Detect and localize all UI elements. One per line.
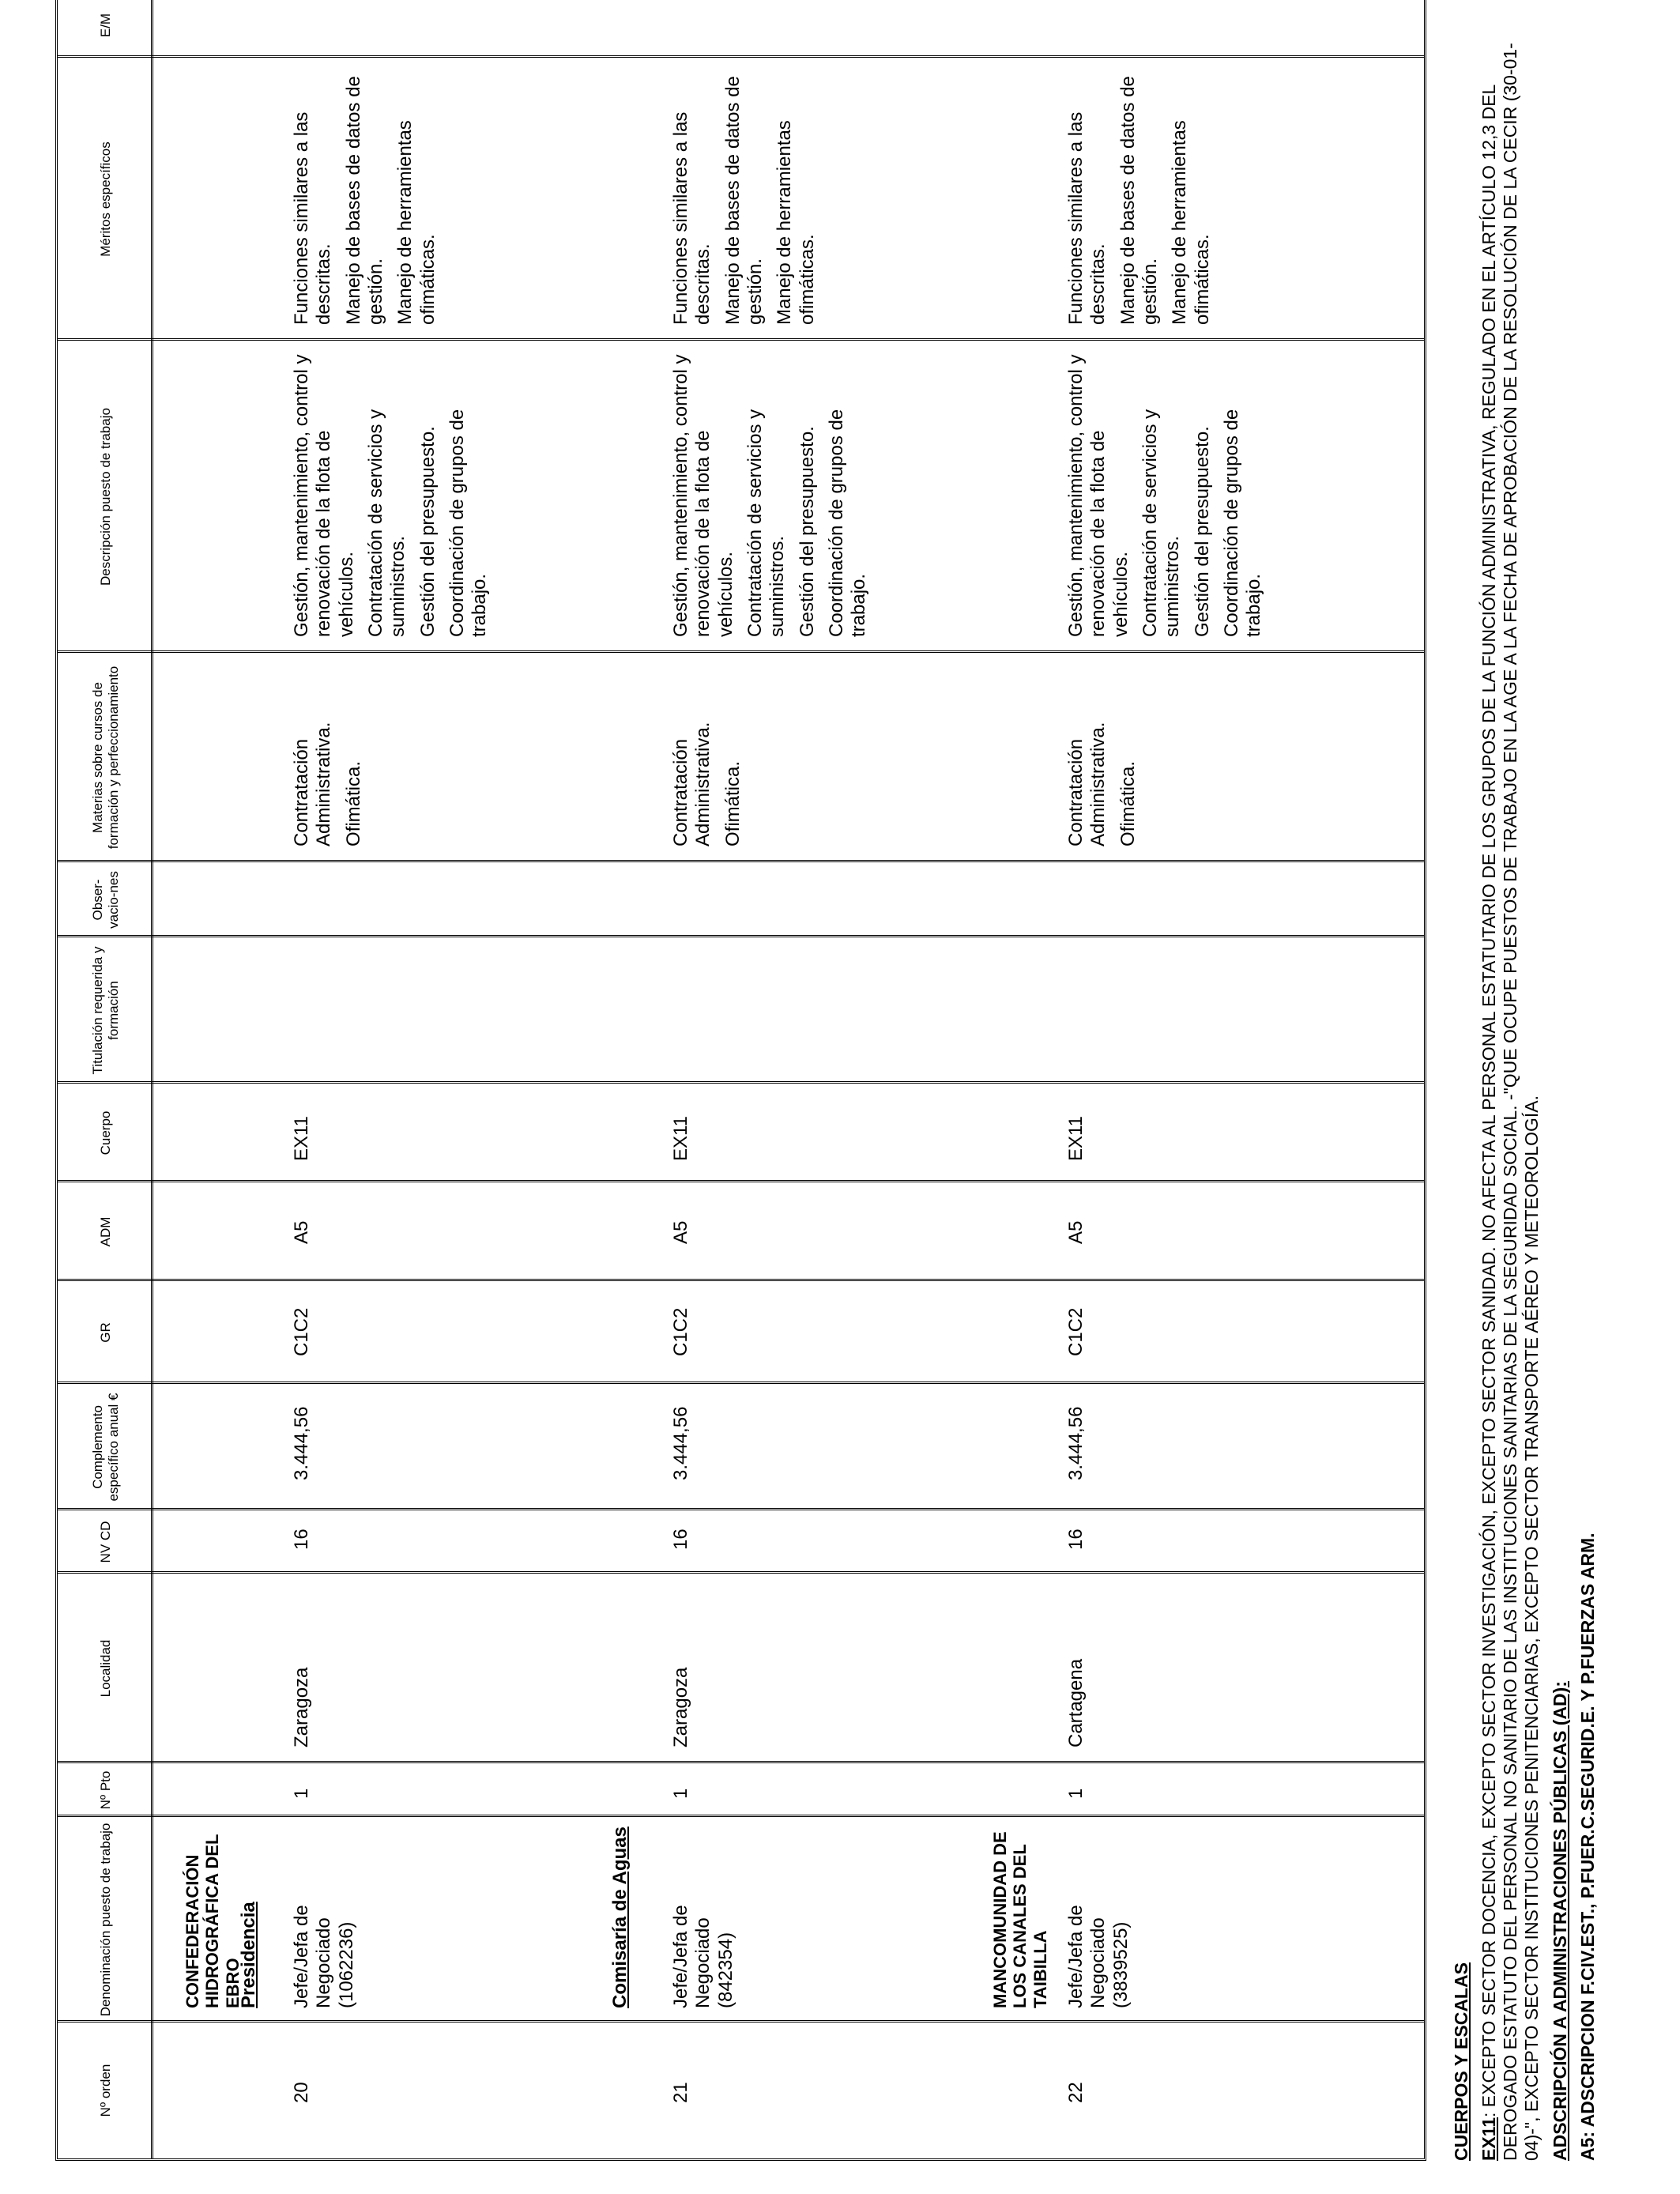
row-denominacion — [1065, 1826, 1132, 2008]
row-gr: C1C2 — [670, 1307, 691, 1356]
col-sep — [58, 1382, 1424, 1384]
row-orden: 21 — [670, 2082, 691, 2103]
row-cuerpo: EX11 — [291, 1116, 312, 1161]
descripcion-item: Gestión, mantenimiento, control y renovación de la flota de vehículos. — [291, 354, 357, 637]
materia-item: Contratación Administrativa. — [670, 722, 714, 846]
row-materias — [291, 657, 372, 846]
row-adm: A5 — [1065, 1220, 1087, 1244]
merito-item: Manejo de bases de datos de gestión. — [721, 76, 766, 325]
row-gr: C1C2 — [1065, 1307, 1087, 1356]
org-title-ebro: CONFEDERACIÓN HIDROGRÁFICA DEL EBRO — [183, 1834, 243, 2008]
subsection-comisaria: Comisaría de Aguas — [609, 1826, 631, 2008]
row-npto: 1 — [670, 1788, 691, 1799]
footer-notes — [1451, 27, 1605, 2161]
header-materias: Materias sobre cursos de formación y perfeccionamiento — [90, 665, 121, 850]
job-title: Jefe/Jefa de Negociado — [291, 1905, 335, 2008]
header-npto: Nº Pto — [98, 1770, 114, 1810]
col-sep — [58, 338, 1424, 341]
descripcion-item: Gestión, mantenimiento, control y renovación de la flota de vehículos. — [670, 354, 736, 637]
header-complemento: Complemento específico anual € — [90, 1393, 121, 1502]
header-titulacion: Titulación requerida y formación — [90, 946, 121, 1075]
row-orden: 20 — [291, 2082, 312, 2103]
row-meritos — [291, 64, 446, 325]
merito-item: Funciones similares a las descritas. — [1065, 111, 1109, 325]
row-nivel: 16 — [291, 1529, 312, 1550]
header-localidad: Localidad — [98, 1639, 114, 1698]
row-adm: A5 — [291, 1220, 312, 1244]
col-sep — [58, 650, 1424, 653]
row-cuerpo: EX11 — [670, 1116, 691, 1161]
col-sep — [58, 1081, 1424, 1084]
header-adm: ADM — [98, 1216, 114, 1247]
row-orden: 22 — [1065, 2082, 1087, 2103]
job-title: Jefe/Jefa de Negociado — [670, 1905, 714, 2008]
materia-item: Ofimática. — [342, 760, 364, 846]
subsection-presidencia: Presidencia — [238, 1902, 259, 2008]
descripcion-item: Gestión del presupuesto. — [1191, 426, 1213, 637]
row-descripcion — [670, 345, 878, 637]
header-descripcion: Descripción puesto de trabajo — [98, 408, 114, 586]
adscripcion-title: ADSCRIPCIÓN A ADMINISTRACIONES PÚBLICAS (AD): — [1549, 1681, 1570, 2161]
descripcion-item: Coordinación de grupos de trabajo. — [825, 409, 870, 637]
row-nivel: 16 — [670, 1529, 691, 1550]
row-meritos — [670, 64, 826, 325]
header-orden: Nº orden — [98, 2064, 114, 2117]
header-meritos: Méritos específicos — [98, 141, 114, 257]
header-cuerpo: Cuerpo — [98, 1110, 114, 1155]
row-adm: A5 — [670, 1220, 691, 1244]
descripcion-item: Gestión del presupuesto. — [416, 426, 439, 637]
row-npto: 1 — [1065, 1788, 1087, 1799]
materia-item: Contratación Administrativa. — [291, 722, 335, 846]
col-sep — [58, 1279, 1424, 1281]
col-sep — [58, 55, 1424, 58]
col-sep — [58, 935, 1424, 937]
row-complemento: 3.444,56 — [670, 1406, 691, 1480]
materia-item: Ofimática. — [1117, 760, 1139, 846]
a5-note: A5: ADSCRIPCION F.CIV.EST., P.FUER.C.SEGURID.E. Y P.FUERZAS ARM. — [1576, 1532, 1598, 2161]
descripcion-item: Contratación de servicios y suministros. — [744, 409, 789, 637]
header-denominacion: Denominación puesto de trabajo — [98, 1823, 114, 2017]
job-code: (842354) — [714, 1932, 736, 2008]
row-gr: C1C2 — [291, 1307, 312, 1356]
row-materias — [1065, 657, 1147, 846]
descripcion-item: Contratación de servicios y suministros. — [364, 409, 409, 637]
col-sep — [58, 2020, 1424, 2022]
descripcion-item: Gestión, mantenimiento, control y renovación de la flota de vehículos. — [1065, 354, 1132, 637]
row-complemento: 3.444,56 — [291, 1406, 312, 1480]
row-denominacion — [291, 1826, 358, 2008]
cuerpos-title: CUERPOS Y ESCALAS — [1451, 1962, 1471, 2161]
row-localidad: Cartagena — [1065, 1658, 1087, 1747]
merito-item: Funciones similares a las descritas. — [670, 111, 714, 325]
descripcion-item: Contratación de servicios y suministros. — [1139, 409, 1184, 637]
materia-item: Ofimática. — [721, 760, 744, 846]
row-localidad: Zaragoza — [291, 1667, 312, 1747]
col-sep — [58, 1761, 1424, 1763]
row-cuerpo: EX11 — [1065, 1116, 1087, 1161]
row-complemento: 3.444,56 — [1065, 1406, 1087, 1480]
job-code: (3839525) — [1109, 1921, 1132, 2008]
header-observaciones: Obser-vacio-nes — [90, 871, 121, 929]
descripcion-item: Coordinación de grupos de trabajo. — [446, 409, 491, 637]
row-meritos — [1065, 64, 1221, 325]
merito-item: Manejo de herramientas ofimáticas. — [394, 120, 439, 325]
merito-item: Funciones similares a las descritas. — [291, 111, 335, 325]
row-localidad: Zaragoza — [670, 1667, 691, 1747]
descripcion-item: Coordinación de grupos de trabajo. — [1220, 409, 1265, 637]
ex11-text: : EXCEPTO SECTOR DOCENCIA, EXCEPTO SECTOR INVESTIGACIÓN, EXCEPTO SECTOR SANIDAD. NO AFECTA AL PERSONAL ESTATUTARIO DE LOS GRUPOS DE LA FUNCIÓN ADMINISTRATIVA, REGULADO EN EL ARTÍCULO 12,3 DEL DEROGADO ESTATUTO DEL PERSONAL NO SANITARIO DE LAS INSTITUCIONES SANITARIAS DE LA SEGURIDAD SOCIAL. -"QUE OCUPE PUESTOS DE TRABAJO EN LA AGE A LA FECHA DE APROBACIÓN DE LA RESOLUCIÓN DE LA CECIR (30-01-04)-", EXCEPTO SECTOR INSTITUCIONES PENITENCIARIAS, EXCEPTO SECTOR TRANSPORTE AÉREO Y METEOROLOGÍA. — [1478, 43, 1543, 2161]
row-descripcion — [1065, 345, 1273, 637]
ex11-note — [1478, 27, 1543, 2161]
row-npto: 1 — [291, 1788, 312, 1799]
org-title-taibilla: MANCOMUNIDAD DE LOS CANALES DEL TAIBILLA — [990, 1831, 1050, 2008]
ex11-code: EX11 — [1478, 2117, 1500, 2161]
row-materias — [670, 657, 751, 846]
job-code: (1062236) — [335, 1921, 357, 2008]
header-em: E/M — [98, 13, 114, 38]
descripcion-item: Gestión del presupuesto. — [796, 426, 818, 637]
merito-item: Manejo de herramientas ofimáticas. — [774, 120, 818, 325]
col-sep — [58, 1180, 1424, 1182]
merito-item: Manejo de bases de datos de gestión. — [1117, 76, 1161, 325]
row-descripcion — [291, 345, 499, 637]
materia-item: Contratación Administrativa. — [1065, 722, 1109, 846]
row-denominacion — [670, 1826, 737, 2008]
row-nivel: 16 — [1065, 1529, 1087, 1550]
merito-item: Manejo de herramientas ofimáticas. — [1169, 120, 1213, 325]
header-gr: GR — [98, 1322, 114, 1343]
positions-table — [55, 0, 1426, 2161]
job-title: Jefe/Jefa de Negociado — [1065, 1905, 1109, 2008]
col-sep — [58, 1815, 1424, 1817]
header-nvcd: NV CD — [98, 1521, 114, 1563]
col-sep — [58, 860, 1424, 862]
merito-item: Manejo de bases de datos de gestión. — [342, 76, 386, 325]
col-sep — [58, 1508, 1424, 1510]
col-sep — [58, 1571, 1424, 1574]
